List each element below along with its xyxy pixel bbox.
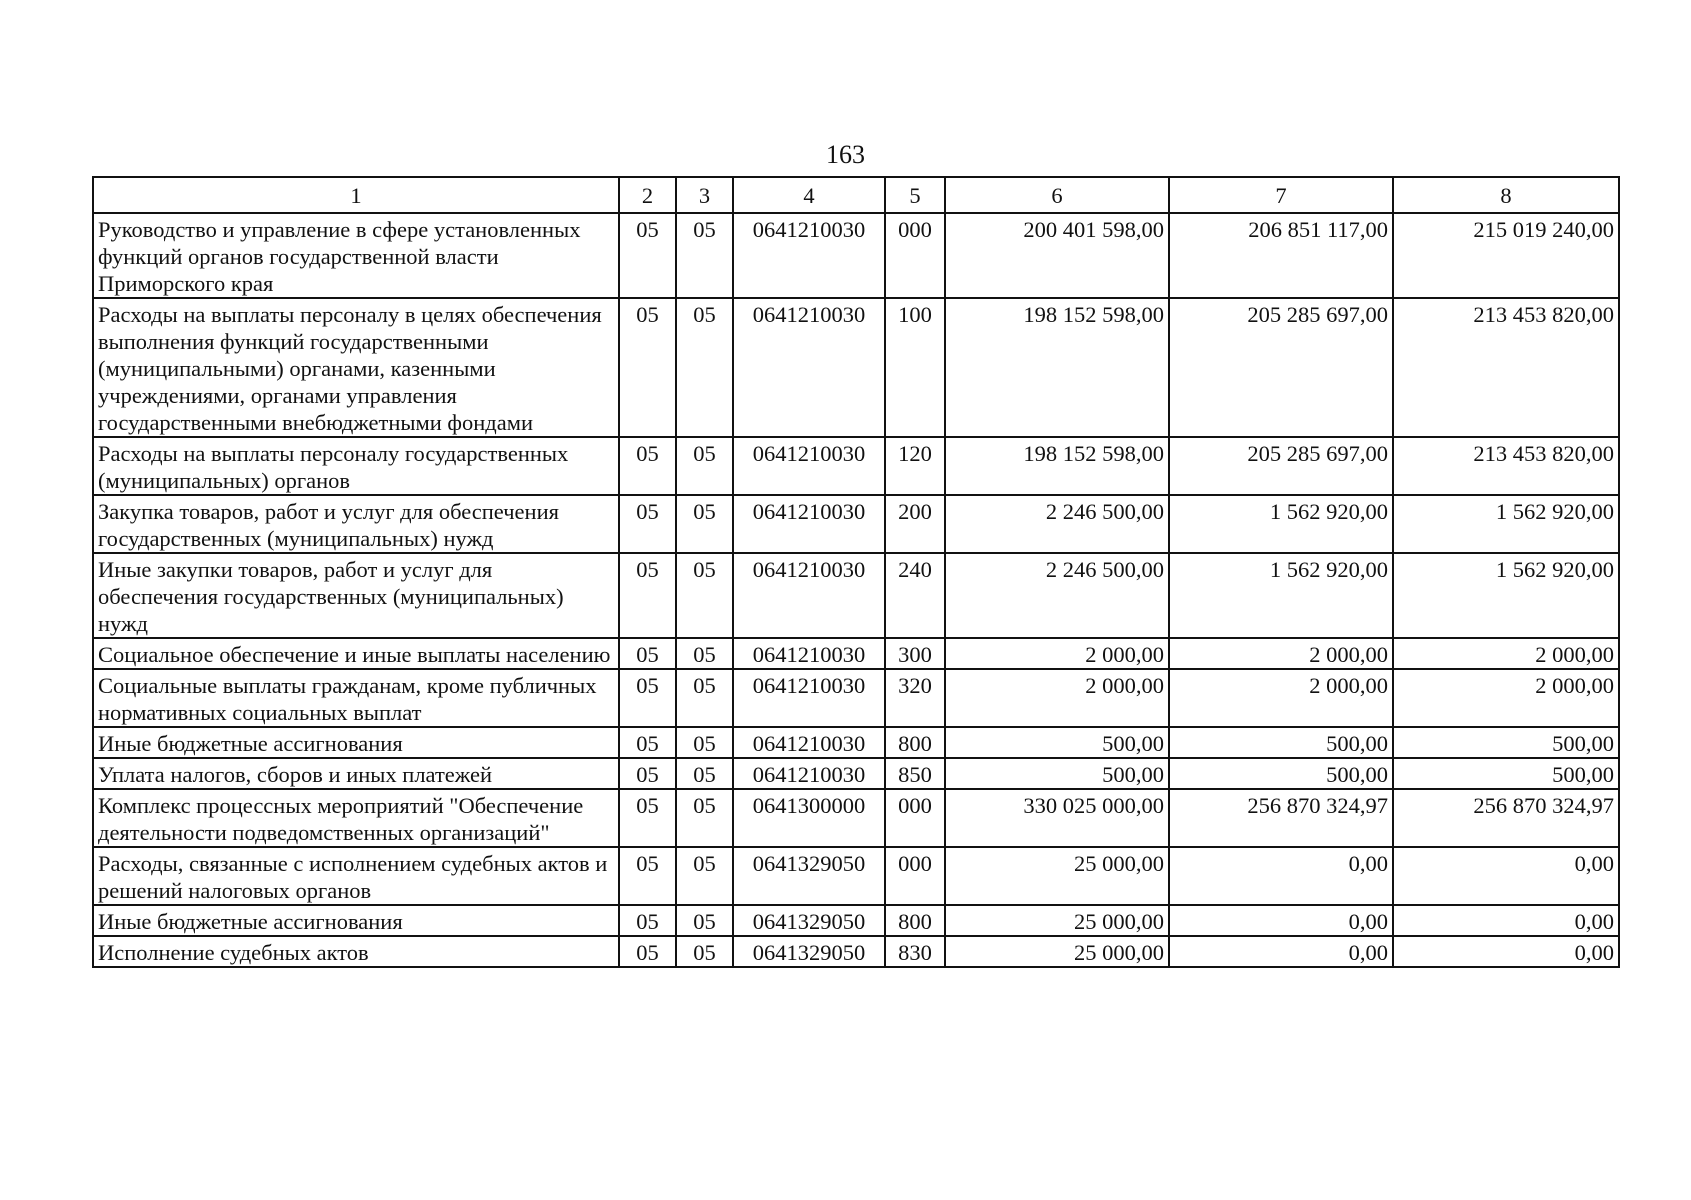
amount-cell: 500,00 [1169,727,1393,758]
header-row [93,177,1619,213]
amount-cell: 500,00 [1169,758,1393,789]
subsection-code-cell: 05 [676,553,733,638]
amount-cell: 330 025 000,00 [945,789,1169,847]
section-code-cell: 05 [619,789,676,847]
table-row [93,727,1619,758]
row-name-cell: Социальное обеспечение и иные выплаты населению [93,638,619,669]
amount-cell: 2 000,00 [1169,669,1393,727]
expense-type-cell: 850 [885,758,945,789]
amount-cell: 205 285 697,00 [1169,298,1393,437]
amount-cell: 2 000,00 [945,669,1169,727]
target-article-cell: 0641210030 [733,553,885,638]
amount-cell: 2 246 500,00 [945,495,1169,553]
target-article-cell: 0641210030 [733,758,885,789]
header-cell: 5 [885,177,945,213]
amount-cell: 1 562 920,00 [1169,495,1393,553]
expense-type-cell: 200 [885,495,945,553]
table-row [93,905,1619,936]
subsection-code-cell: 05 [676,758,733,789]
table-row [93,213,1619,298]
row-name-cell: Иные бюджетные ассигнования [93,727,619,758]
budget-table [92,176,1620,968]
amount-cell: 205 285 697,00 [1169,437,1393,495]
amount-cell: 2 000,00 [1393,638,1619,669]
amount-cell: 1 562 920,00 [1393,553,1619,638]
row-name-cell: Закупка товаров, работ и услуг для обеспечения государственных (муниципальных) нужд [93,495,619,553]
amount-cell: 1 562 920,00 [1169,553,1393,638]
header-cell: 8 [1393,177,1619,213]
table-row [93,638,1619,669]
target-article-cell: 0641210030 [733,638,885,669]
table-row [93,553,1619,638]
amount-cell: 1 562 920,00 [1393,495,1619,553]
target-article-cell: 0641210030 [733,437,885,495]
page-number: 163 [826,140,865,169]
row-name-cell: Иные бюджетные ассигнования [93,905,619,936]
target-article-cell: 0641210030 [733,669,885,727]
amount-cell: 2 000,00 [1169,638,1393,669]
amount-cell: 25 000,00 [945,936,1169,967]
target-article-cell: 0641300000 [733,789,885,847]
subsection-code-cell: 05 [676,669,733,727]
expense-type-cell: 800 [885,727,945,758]
amount-cell: 0,00 [1169,936,1393,967]
row-name-cell: Социальные выплаты гражданам, кроме публичных нормативных социальных выплат [93,669,619,727]
amount-cell: 500,00 [945,727,1169,758]
amount-cell: 2 000,00 [945,638,1169,669]
section-code-cell: 05 [619,936,676,967]
subsection-code-cell: 05 [676,727,733,758]
amount-cell: 198 152 598,00 [945,298,1169,437]
amount-cell: 256 870 324,97 [1169,789,1393,847]
amount-cell: 198 152 598,00 [945,437,1169,495]
amount-cell: 213 453 820,00 [1393,437,1619,495]
header-cell: 6 [945,177,1169,213]
row-name-cell: Расходы на выплаты персоналу в целях обеспечения выполнения функций государственными (муниципальными) органами, казенными учреждениями, органами управления государственными внебюджетными фондами [93,298,619,437]
target-article-cell: 0641210030 [733,495,885,553]
subsection-code-cell: 05 [676,298,733,437]
amount-cell: 2 000,00 [1393,669,1619,727]
header-cell: 4 [733,177,885,213]
table-row [93,669,1619,727]
subsection-code-cell: 05 [676,437,733,495]
table-row [93,936,1619,967]
amount-cell: 0,00 [1393,847,1619,905]
amount-cell: 0,00 [1393,905,1619,936]
subsection-code-cell: 05 [676,936,733,967]
section-code-cell: 05 [619,669,676,727]
row-name-cell: Комплекс процессных мероприятий "Обеспечение деятельности подведомственных организаций" [93,789,619,847]
header-cell: 1 [93,177,619,213]
amount-cell: 25 000,00 [945,847,1169,905]
amount-cell: 500,00 [1393,758,1619,789]
amount-cell: 200 401 598,00 [945,213,1169,298]
section-code-cell: 05 [619,847,676,905]
expense-type-cell: 000 [885,847,945,905]
target-article-cell: 0641210030 [733,727,885,758]
subsection-code-cell: 05 [676,495,733,553]
section-code-cell: 05 [619,495,676,553]
section-code-cell: 05 [619,553,676,638]
subsection-code-cell: 05 [676,905,733,936]
header-cell: 2 [619,177,676,213]
row-name-cell: Иные закупки товаров, работ и услуг для обеспечения государственных (муниципальных) нужд [93,553,619,638]
expense-type-cell: 300 [885,638,945,669]
amount-cell: 215 019 240,00 [1393,213,1619,298]
amount-cell: 25 000,00 [945,905,1169,936]
table-row [93,495,1619,553]
table-row [93,758,1619,789]
expense-type-cell: 120 [885,437,945,495]
amount-cell: 500,00 [945,758,1169,789]
target-article-cell: 0641210030 [733,213,885,298]
amount-cell: 0,00 [1393,936,1619,967]
expense-type-cell: 830 [885,936,945,967]
row-name-cell: Руководство и управление в сфере установленных функций органов государственной власти Приморского края [93,213,619,298]
table-row [93,847,1619,905]
expense-type-cell: 240 [885,553,945,638]
section-code-cell: 05 [619,213,676,298]
table-row [93,298,1619,437]
expense-type-cell: 000 [885,213,945,298]
row-name-cell: Расходы на выплаты персоналу государственных (муниципальных) органов [93,437,619,495]
expense-type-cell: 100 [885,298,945,437]
expense-type-cell: 000 [885,789,945,847]
row-name-cell: Расходы, связанные с исполнением судебных актов и решений налоговых органов [93,847,619,905]
section-code-cell: 05 [619,638,676,669]
subsection-code-cell: 05 [676,847,733,905]
amount-cell: 0,00 [1169,847,1393,905]
header-cell: 3 [676,177,733,213]
target-article-cell: 0641329050 [733,847,885,905]
amount-cell: 500,00 [1393,727,1619,758]
amount-cell: 206 851 117,00 [1169,213,1393,298]
section-code-cell: 05 [619,758,676,789]
subsection-code-cell: 05 [676,213,733,298]
amount-cell: 0,00 [1169,905,1393,936]
table-row [93,789,1619,847]
target-article-cell: 0641329050 [733,905,885,936]
subsection-code-cell: 05 [676,789,733,847]
expense-type-cell: 800 [885,905,945,936]
expense-type-cell: 320 [885,669,945,727]
section-code-cell: 05 [619,298,676,437]
amount-cell: 256 870 324,97 [1393,789,1619,847]
table-row [93,437,1619,495]
section-code-cell: 05 [619,437,676,495]
section-code-cell: 05 [619,905,676,936]
subsection-code-cell: 05 [676,638,733,669]
target-article-cell: 0641210030 [733,298,885,437]
amount-cell: 2 246 500,00 [945,553,1169,638]
header-cell: 7 [1169,177,1393,213]
row-name-cell: Уплата налогов, сборов и иных платежей [93,758,619,789]
section-code-cell: 05 [619,727,676,758]
row-name-cell: Исполнение судебных актов [93,936,619,967]
amount-cell: 213 453 820,00 [1393,298,1619,437]
target-article-cell: 0641329050 [733,936,885,967]
